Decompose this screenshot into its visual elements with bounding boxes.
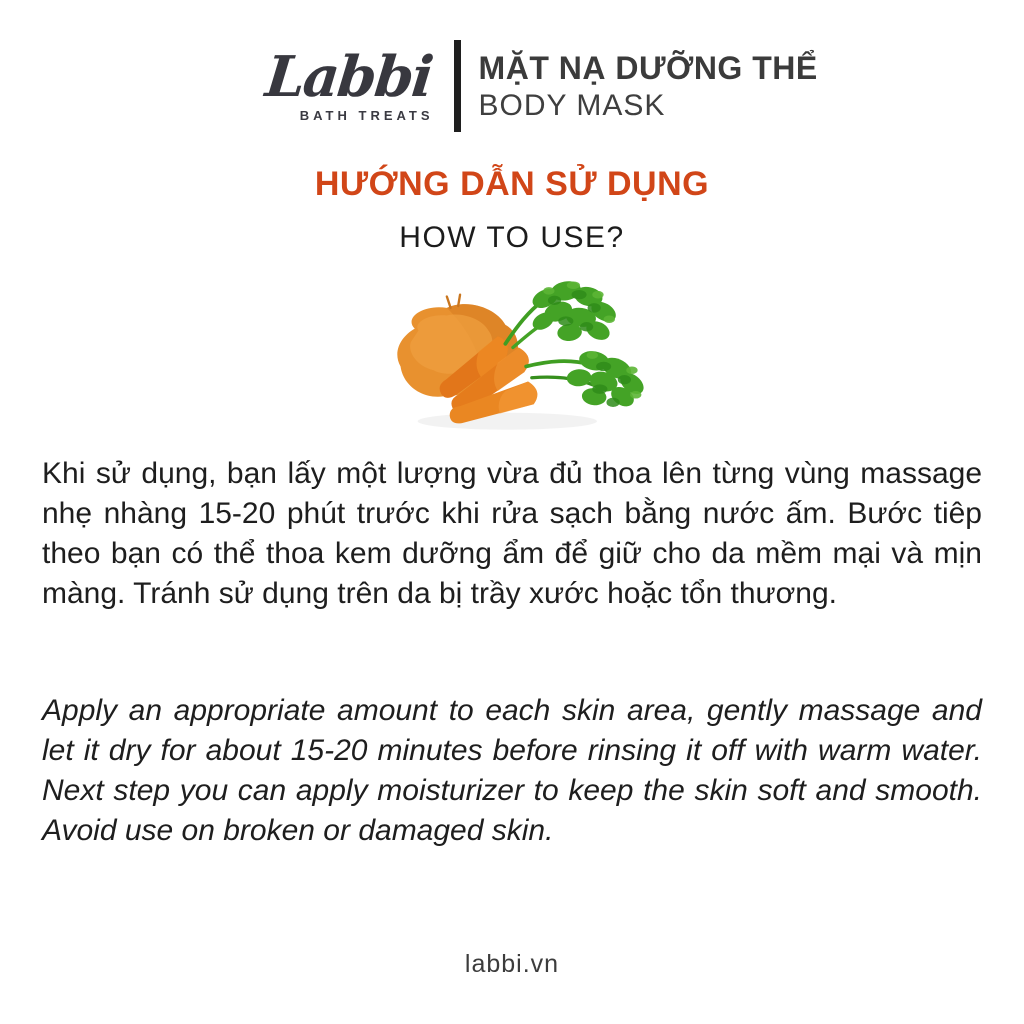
vertical-divider [454,40,461,132]
brand-header [30,40,1024,132]
labbi-logo-tagline: BATH TREATS [299,108,434,123]
website-url: labbi.vn [464,950,560,978]
labbi-logo-script: Labbi [262,44,436,110]
instructions-vietnamese: Khi sử dụng, bạn lấy một lượng vừa đủ thoa lên từng vùng massage nhẹ nhàng 15-20 phút trước khi rửa sạch bằng nước ấm. Bước tiêp theo bạn có thể thoa kem dưỡng ẩm để giữ cho da mềm mại và mịn màng. Tránh sử dụng trên da bị trầy xước hoặc tổn thương. [42,457,982,610]
usage-heading-english: HOW TO USE? [399,221,625,254]
product-title-vietnamese: MẶT NẠ DƯỠNG THỂ [478,50,818,86]
carrot-illustration [347,272,677,442]
product-title-english: BODY MASK [478,89,666,122]
instructions-english: Apply an appropriate amount to each skin area, gently massage and let it dry for about 15-20 minutes before rinsing it off with warm water. Next step you can apply moisturizer to keep the skin soft and smooth. Avoid use on broken or damaged skin. [42,694,982,847]
usage-heading-vietnamese: HƯỚNG DẪN SỬ DỤNG [314,165,710,203]
product-title-block [479,48,818,124]
labbi-logo [262,44,437,123]
